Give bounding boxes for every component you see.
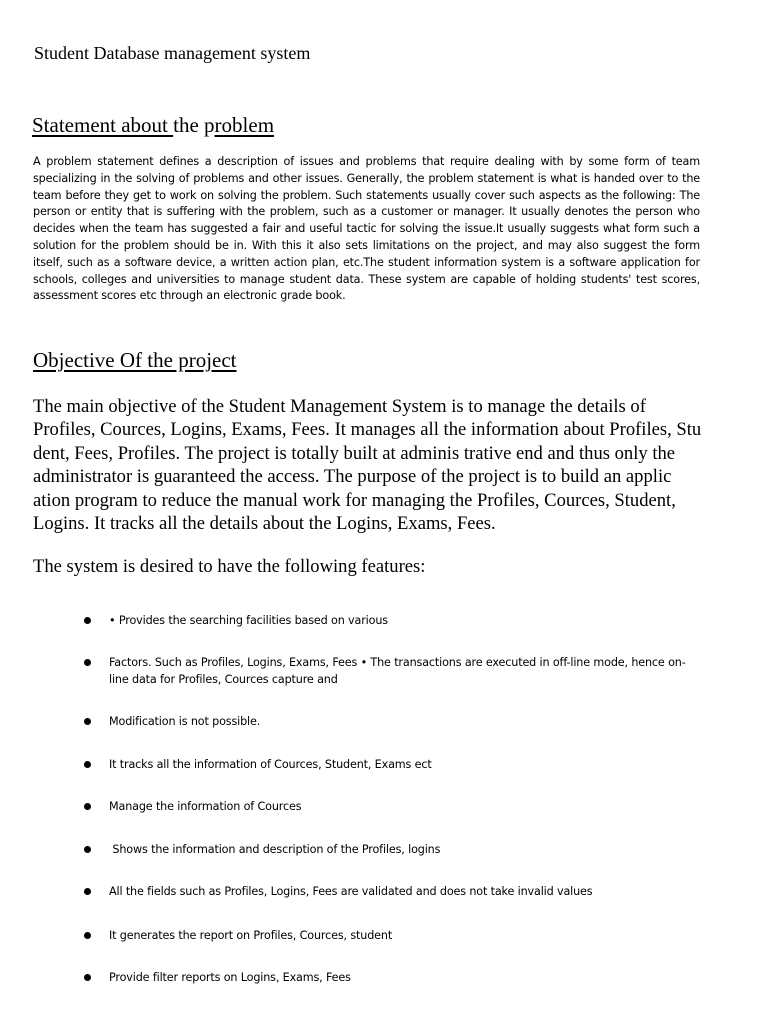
- objective-heading-text: Objective Of the project: [33, 348, 237, 372]
- bullet-icon: [84, 617, 91, 624]
- bullet-icon: [84, 761, 91, 768]
- bullet-icon: [84, 659, 91, 666]
- document-title: Student Database management system: [34, 43, 311, 63]
- feature-text: It generates the report on Profiles, Cources, student: [109, 929, 393, 942]
- bullet-icon: [84, 846, 91, 853]
- problem-heading-part1: Statement about: [32, 113, 174, 137]
- features-intro: The system is desired to have the following features:: [33, 556, 426, 577]
- problem-heading-part3: roblem: [214, 113, 275, 137]
- objective-paragraph: The main objective of the Student Management System is to manage the details of Profiles, Cources, Logins, Exams, Fees. It manages all the information about Profiles, Stu dent, Fees, Profiles. The project is totally built at adminis trative end and thus only the administrator is guaranteed the access. The purpose of the project is to build an applic ation program to reduce the manual work for managing the Profiles, Cources, Student, Logins. It tracks all the details about the Logins, Exams, Fees.: [33, 396, 702, 535]
- bullet-icon: [84, 932, 91, 939]
- feature-text: All the fields such as Profiles, Logins, Fees are validated and does not take invalid values: [109, 885, 593, 898]
- bullet-icon: [84, 718, 91, 725]
- feature-text: Modification is not possible.: [109, 715, 261, 728]
- bullet-icon: [84, 803, 91, 810]
- feature-text: Manage the information of Cources: [109, 800, 302, 813]
- feature-text: Provide filter reports on Logins, Exams, Fees: [109, 971, 351, 984]
- feature-text: It tracks all the information of Cources, Student, Exams ect: [109, 758, 432, 771]
- bullet-icon: [84, 888, 91, 895]
- bullet-icon: [84, 974, 91, 981]
- feature-text: Shows the information and description of the Profiles, logins: [109, 843, 441, 856]
- feature-text: Factors. Such as Profiles, Logins, Exams, Fees • The transactions are executed in off-line mode, hence on-line data for Profiles, Cources capture and: [109, 656, 686, 686]
- feature-text: • Provides the searching facilities based on various: [109, 614, 388, 627]
- problem-heading-part2: the p: [173, 113, 215, 137]
- problem-statement-paragraph: A problem statement defines a description of issues and problems that require dealing with by some form of team specializing in the solving of problems and other issues. Generally, the problem statement is what is handed over to the team before they get to work on solving the problem. Such statements usually cover such aspects as the following: The person or entity that is suffering with the problem, such as a customer or manager. It usually denotes the person who decides when the team has suggested a fair and useful tactic for solving the issue.It usually suggests what form such a solution for the problem should be in. With this it also sets limitations on the project, and may also suggest the form itself, such as a software device, a written action plan, etc.The student information system is a software application for schools, colleges and universities to manage student data. These system are capable of holding students' test scores, assessment scores etc through an electronic grade book.: [33, 155, 700, 303]
